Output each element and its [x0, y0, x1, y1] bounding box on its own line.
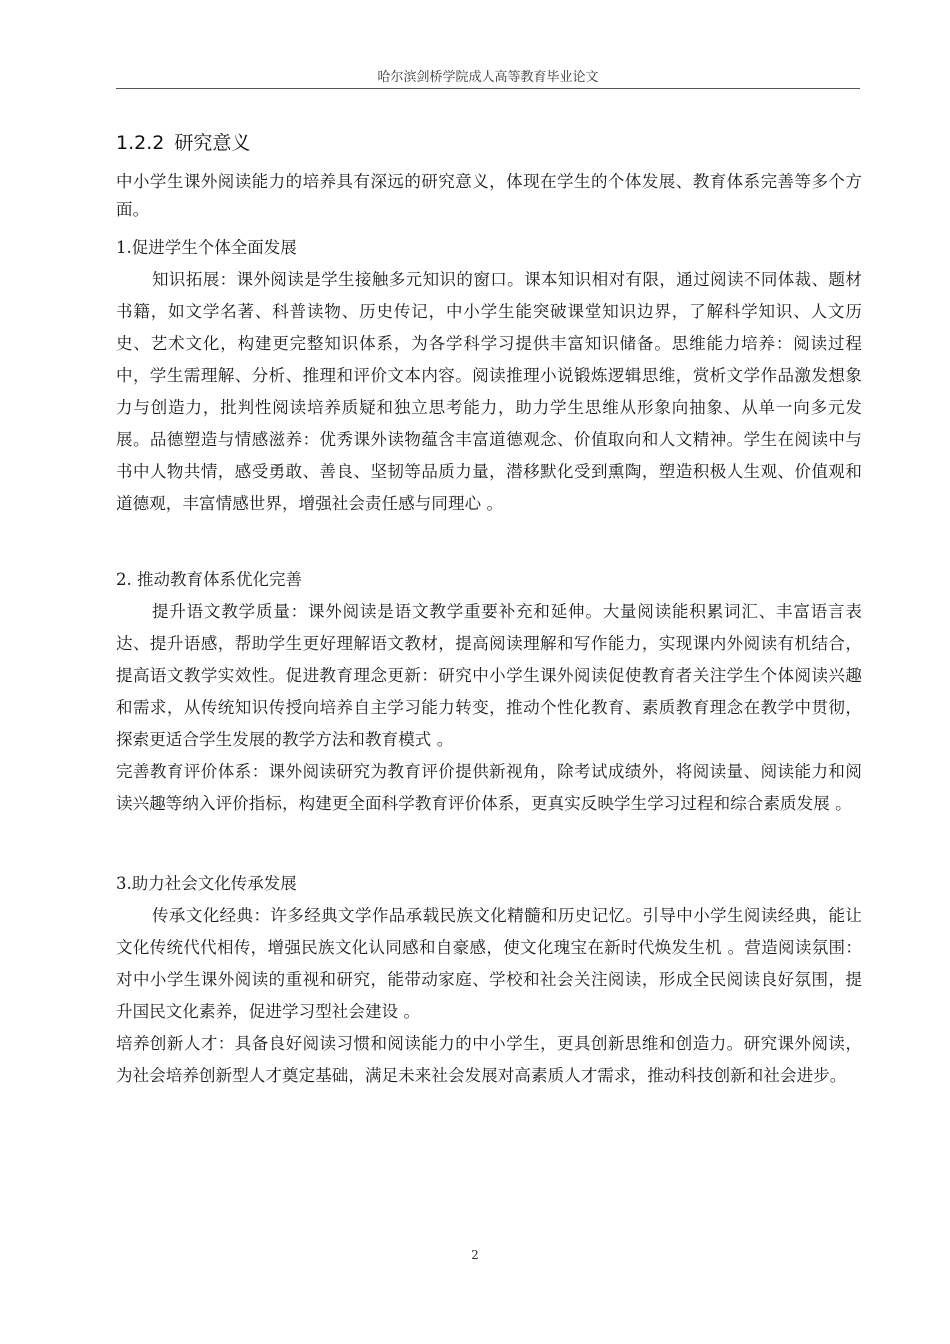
- intro-paragraph: 中小学生课外阅读能力的培养具有深远的研究意义，体现在学生的个体发展、教育体系完善等多个方面。: [116, 172, 862, 219]
- part-2-body: 提升语文教学质量：课外阅读是语文教学重要补充和延伸。大量阅读能积累词汇、丰富语言表达、提升语感，帮助学生更好理解语文教材，提高阅读理解和写作能力，实现课内外阅读有机结合，提高语文教学实效性。促进教育理念更新：研究中小学生课外阅读促使教育者关注学生个体阅读兴趣和需求，从传统知识传授向培养自主学习能力转变，推动个性化教育、素质教育理念在教学中贯彻，探索更适合学生发展的教学方法和教育模式 。: [116, 602, 862, 749]
- part-3-extra: 培养创新人才：具备良好阅读习惯和阅读能力的中小学生，更具创新思维和创造力。研究课外阅读，为社会培养创新型人才奠定基础，满足未来社会发展对高素质人才需求，推动科技创新和社会进步。: [116, 1034, 862, 1085]
- intro-block: [116, 168, 862, 224]
- part-1: [116, 232, 862, 520]
- part-2-heading: 2. 推动教育体系优化完善: [116, 570, 302, 589]
- part-2-extra: 完善教育评价体系：课外阅读研究为教育评价提供新视角，除考试成绩外，将阅读量、阅读能力和阅读兴趣等纳入评价指标，构建更全面科学教育评价体系，更真实反映学生学习过程和综合素质发展 。: [116, 762, 862, 813]
- section-number: 1.2.2: [116, 132, 165, 154]
- header-divider: [116, 88, 860, 89]
- section-title: 研究意义: [174, 132, 251, 154]
- part-3-body: 传承文化经典：许多经典文学作品承载民族文化精髓和历史记忆。引导中小学生阅读经典，能让文化传统代代相传，增强民族文化认同感和自豪感，使文化瑰宝在新时代焕发生机 。营造阅读氛围：对中小学生课外阅读的重视和研究，能带动家庭、学校和社会关注阅读，形成全民阅读良好氛围，提升国民文化素养，促进学习型社会建设 。: [116, 906, 862, 1021]
- part-2: [116, 564, 862, 820]
- section-heading: [116, 128, 250, 155]
- part-1-heading: 1.促进学生个体全面发展: [116, 238, 297, 257]
- part-3-heading: 3.助力社会文化传承发展: [116, 874, 297, 893]
- page-header: 哈尔滨剑桥学院成人高等教育毕业论文: [377, 70, 599, 85]
- page-number: 2: [471, 1248, 479, 1262]
- part-3: [116, 868, 862, 1092]
- part-1-body: 知识拓展：课外阅读是学生接触多元知识的窗口。课本知识相对有限，通过阅读不同体裁、题材书籍，如文学名著、科普读物、历史传记，中小学生能突破课堂知识边界，了解科学知识、人文历史、艺术文化，构建更完整知识体系，为各学科学习提供丰富知识储备。思维能力培养：阅读过程中，学生需理解、分析、推理和评价文本内容。阅读推理小说锻炼逻辑思维，赏析文学作品激发想象力与创造力，批判性阅读培养质疑和独立思考能力，助力学生思维从形象向抽象、从单一向多元发展。品德塑造与情感滋养：优秀课外读物蕴含丰富道德观念、价值取向和人文精神。学生在阅读中与书中人物共情，感受勇敢、善良、坚韧等品质力量，潜移默化受到熏陶，塑造积极人生观、价值观和道德观，丰富情感世界，增强社会责任感与同理心 。: [116, 270, 862, 513]
